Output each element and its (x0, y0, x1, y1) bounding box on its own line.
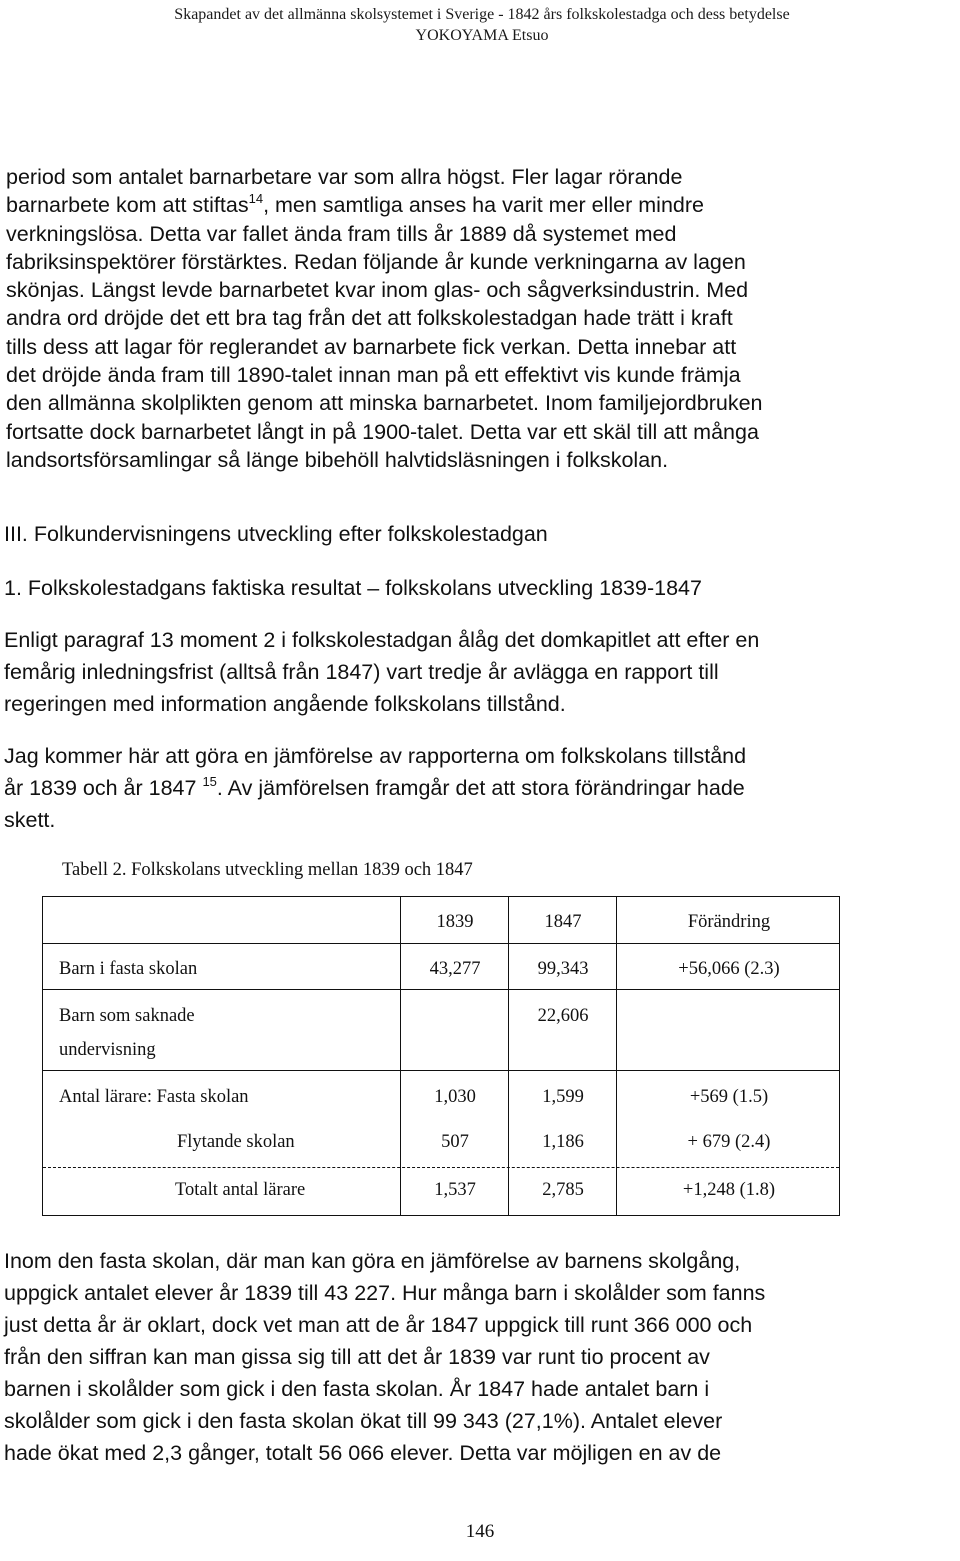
table-cell: 507 (441, 1132, 469, 1152)
section-heading: III. Folkundervisningens utveckling efter folkskolestadgan (4, 522, 548, 546)
table-cell: +1,248 (1.8) (682, 1180, 776, 1200)
text-line: femårig inledningsfrist (alltså från 1847) vart tredje år avlägga en rapport till (4, 660, 719, 684)
table-rule (43, 943, 839, 944)
table-cell: 43,277 (429, 959, 481, 979)
text-line: just detta år är oklart, dock vet man att de år 1847 uppgick till runt 366 000 och (4, 1313, 753, 1337)
row-label: Antal lärare: Fasta skolan (59, 1087, 249, 1107)
text-line: skolålder som gick i den fasta skolan ökat till 99 343 (27,1%). Antalet elever (4, 1409, 723, 1433)
text-line: barnarbete kom att stiftas$^{14}$, men samtliga anses ha varit mer eller mindre (6, 191, 704, 218)
text-line: andra ord dröjde det ett bra tag från det att folkskolestadgan hade trätt i kraft (6, 306, 733, 331)
paragraph-enrolment (4, 1245, 904, 1469)
table-cell: 1,599 (542, 1087, 584, 1107)
column-header: 1847 (544, 912, 582, 932)
text-line: den allmänna skolplikten genom att minska barnarbetet. Inom familjejordbruken (6, 391, 763, 416)
row-label: Flytande skolan (177, 1132, 295, 1152)
table-cell: 1,030 (434, 1087, 476, 1107)
row-label: undervisning (59, 1040, 156, 1060)
text-line: det dröjde ända fram till 1890-talet innan man på ett effektivt vis kunde främja (6, 363, 741, 388)
text-line: skett. (4, 808, 56, 832)
table-cell: 2,785 (542, 1180, 584, 1200)
row-label: Barn som saknade (59, 1006, 195, 1026)
data-table (42, 896, 840, 1216)
text-line: hade ökat med 2,3 gånger, totalt 56 066 elever. Detta var möjligen en av de (4, 1441, 722, 1465)
text-line: uppgick antalet elever år 1839 till 43 227. Hur många barn i skolålder som fanns (4, 1281, 766, 1305)
column-header: 1839 (436, 912, 474, 932)
running-header (62, 4, 902, 46)
subsection-heading: 1. Folkskolestadgans faktiska resultat – folkskolans utveckling 1839-1847 (4, 576, 702, 600)
text-line: tills dess att lagar för reglerandet av barnarbete fick verkan. Detta innebar att (6, 334, 737, 359)
text-line: verkningslösa. Detta var fallet ända fram tills år 1889 då systemet med (6, 221, 677, 246)
text-line: period som antalet barnarbetare var som allra högst. Fler lagar rörande (6, 165, 683, 189)
text-line: fabriksinspektörer förstärktes. Redan följande år kunde verkningarna av lagen (6, 249, 746, 274)
text-line: Enligt paragraf 13 moment 2 i folkskolestadgan ålåg det domkapitlet att efter en (4, 628, 760, 652)
row-label: Barn i fasta skolan (59, 959, 198, 979)
text-line: landsortsförsamlingar så länge bibehöll halvtidsläsningen i folkskolan. (6, 447, 669, 472)
table-cell: 1,186 (542, 1132, 584, 1152)
table-rule (43, 989, 839, 990)
header-author: YOKOYAMA Etsuo (415, 27, 549, 44)
column-header: Förändring (687, 912, 771, 932)
table-cell: +56,066 (2.3) (678, 959, 780, 979)
footnote-ref-14: 14 (248, 191, 264, 207)
text-line: regeringen med information angående folkskolans tillstånd. (4, 692, 566, 716)
text-line: Inom den fasta skolan, där man kan göra en jämförelse av barnens skolgång, (4, 1249, 741, 1273)
page-number: 146 (465, 1521, 495, 1542)
table-rule-dashed (43, 1167, 839, 1168)
row-label: Totalt antal lärare (175, 1180, 306, 1200)
footnote-ref-15: 15 (202, 774, 217, 789)
text-line: Jag kommer här att göra en jämförelse av rapporterna om folkskolans tillstånd (4, 744, 747, 768)
text-line: barnen i skolålder som gick i den fasta skolan. År 1847 hade antalet barn i (4, 1377, 710, 1401)
table-cell: 1,537 (434, 1180, 476, 1200)
text-line: från den siffran kan man gissa sig till att det år 1839 var runt tio procent av (4, 1345, 710, 1369)
table-cell: 99,343 (537, 959, 589, 979)
table-rule (43, 1070, 839, 1071)
table-cell: 22,606 (537, 1006, 589, 1026)
table-caption: Tabell 2. Folkskolans utveckling mellan 1839 och 1847 (62, 860, 473, 880)
header-title: Skapandet av det allmänna skolsystemet i Sverige - 1842 års folkskolestadga och dess betydelse (174, 6, 790, 23)
paragraph-report-rule (4, 624, 904, 720)
paragraph-comparison (4, 740, 904, 836)
text-line: år 1839 och år 1847 $^{15}$. Av jämförelsen framgår det att stora förändringar hade (4, 774, 745, 800)
table-cell: + 679 (2.4) (687, 1132, 771, 1152)
text-line: skönjas. Längst levde barnarbetet kvar inom glas- och sågverksindustrin. Med (6, 278, 749, 303)
paragraph-child-labour (6, 163, 866, 474)
table-cell: +569 (1.5) (689, 1087, 769, 1107)
text-line: fortsatte dock barnarbetet långt in på 1900-talet. Detta var ett skäl till att många (6, 419, 759, 444)
